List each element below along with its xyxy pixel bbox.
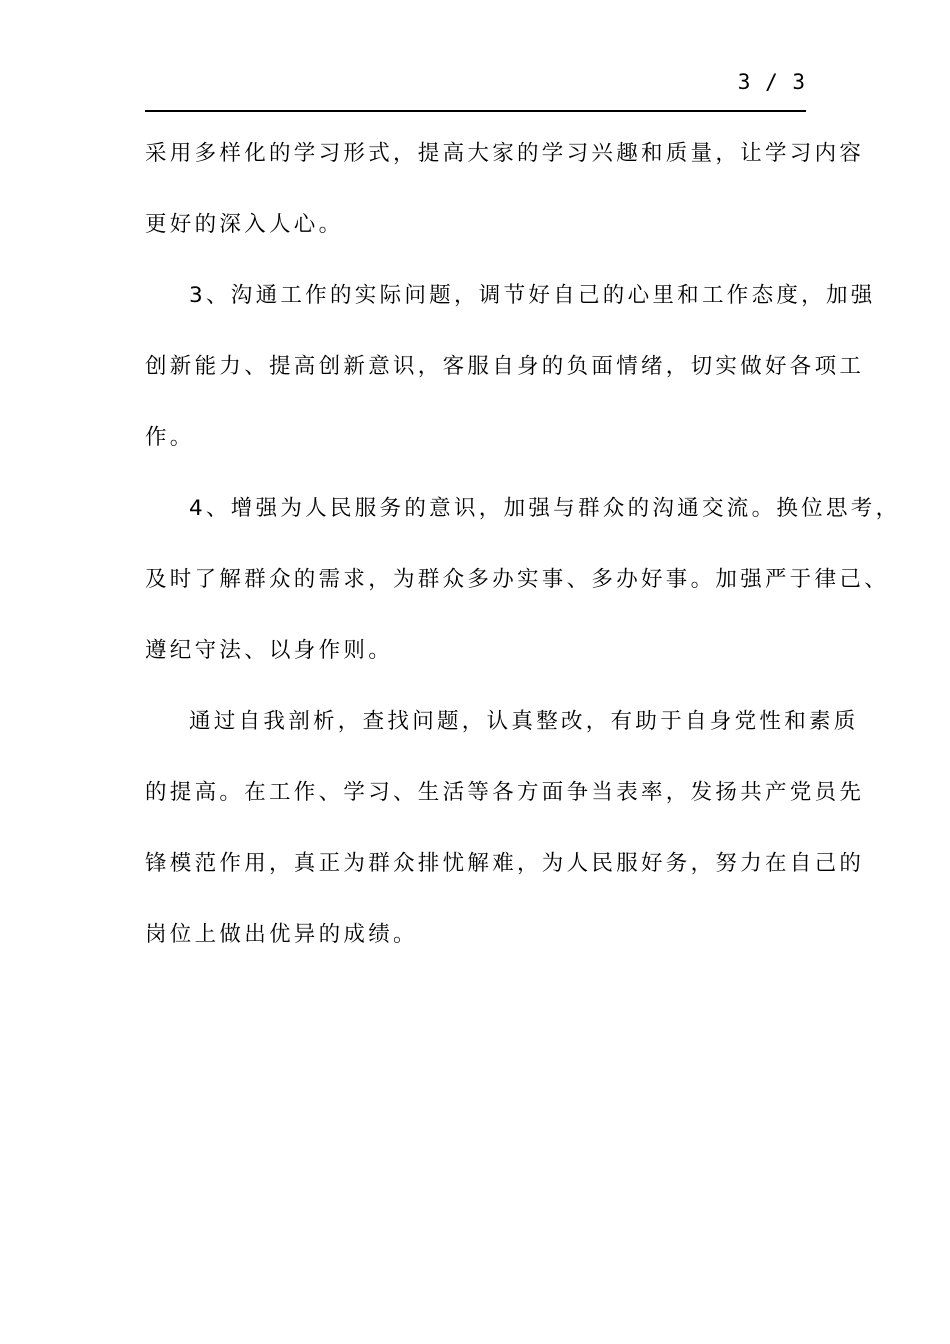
header-rule [145, 110, 806, 112]
text-line: 采用多样化的学习形式，提高大家的学习兴趣和质量，让学习内容 [145, 141, 865, 166]
text-line: 通过自我剖析，查找问题，认真整改，有助于自身党性和素质 [189, 709, 859, 734]
text-line: 的提高。在工作、学习、生活等各方面争当表率，发扬共产党员先 [145, 780, 865, 805]
text-line: 创新能力、提高创新意识，客服自身的负面情绪，切实做好各项工 [145, 354, 865, 379]
text-line: 遵纪守法、以身作则。 [145, 638, 394, 663]
text-line: 3、沟通工作的实际问题，调节好自己的心里和工作态度，加强 [189, 283, 876, 308]
document-body [145, 118, 901, 970]
text-line: 岗位上做出优异的成绩。 [145, 922, 418, 947]
text-line: 及时了解群众的需求，为群众多办实事、多办好事。加强严于律己、 [145, 567, 890, 592]
page-number: 3 / 3 [737, 70, 806, 94]
text-line: 更好的深入人心。 [145, 212, 344, 237]
text-line: 4、增强为人民服务的意识，加强与群众的沟通交流。换位思考， [189, 496, 901, 521]
text-line: 锋模范作用，真正为群众排忧解难，为人民服好务，努力在自己的 [145, 851, 865, 876]
text-line: 作。 [145, 425, 195, 450]
